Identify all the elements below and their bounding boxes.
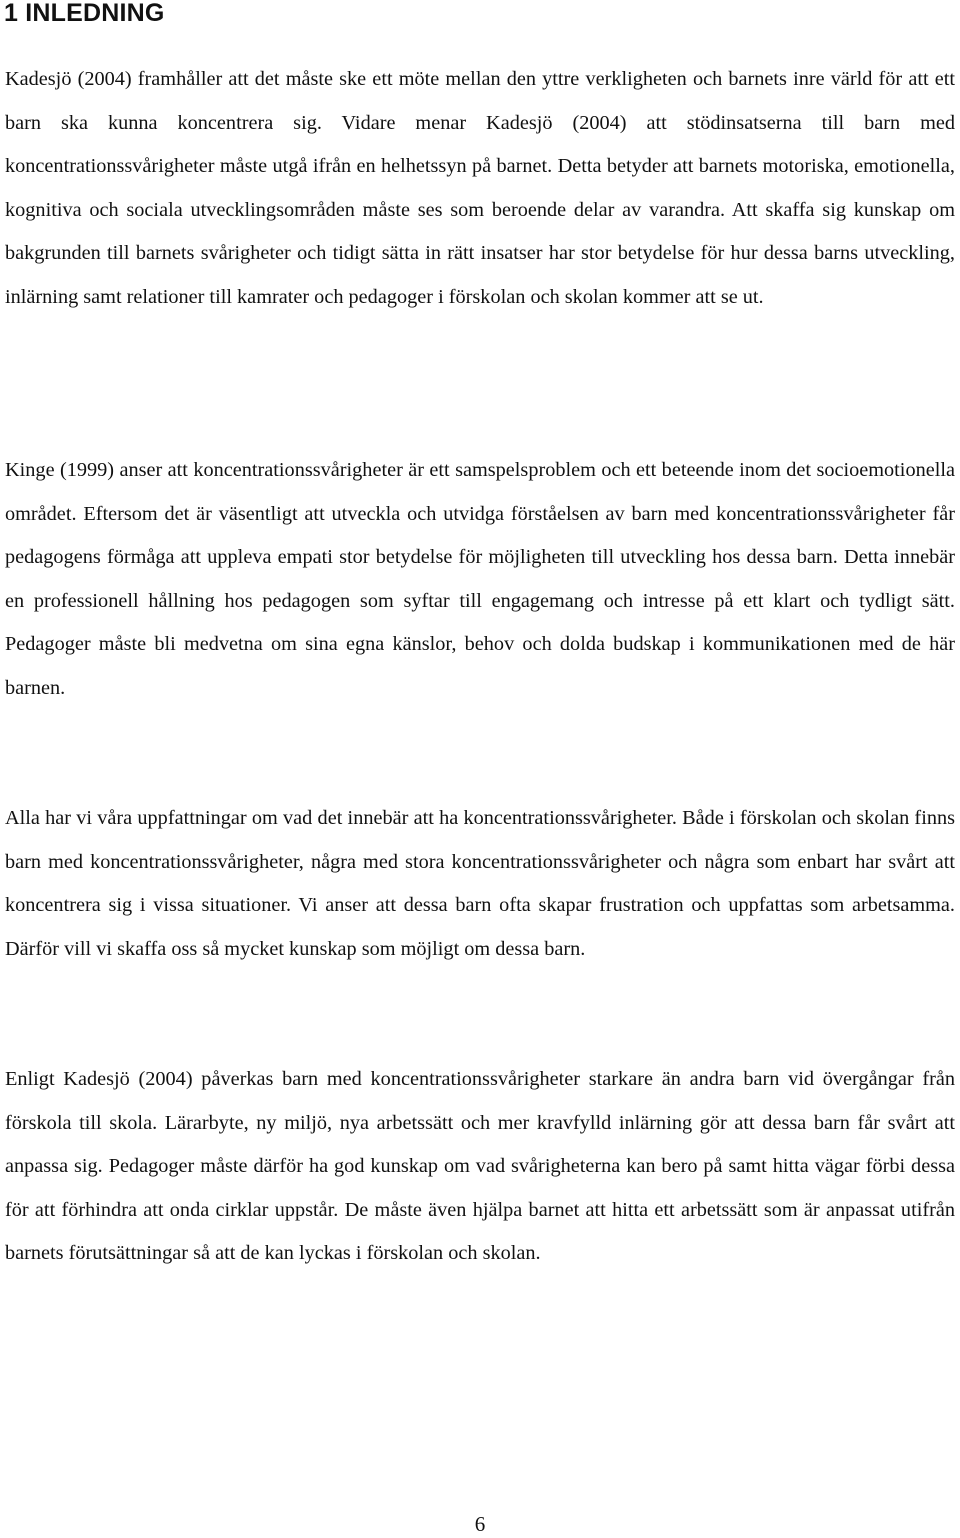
paragraph-4: Enligt Kadesjö (2004) påverkas barn med koncentrationssvårigheter starkare än andra barn vid övergångar från förskola till skola. Lärarbyte, ny miljö, nya arbetssätt och mer kravfylld inlärning gör att dessa barn får svårt att anpassa sig. Pedagoger måste därför ha god kunskap om vad svårigheterna kan bero på samt hitta vägar förbi dessa för att förhindra att onda cirklar uppstår. De måste även hjälpa barnet att hitta ett arbetssätt som är anpassat utifrån barnets förutsättningar så att de kan lyckas i förskolan och skolan. <box>5 1068 955 1265</box>
section-heading: 1 INLEDNING <box>4 0 165 27</box>
paragraph-2: Kinge (1999) anser att koncentrationssvårigheter är ett samspelsproblem och ett beteende inom det socioemotionella området. Eftersom det är väsentligt att utveckla och utvidga förståelsen av barn med koncentrationssvårigheter får pedagogens förmåga att uppleva empati stor betydelse för möjligheten till utveckling hos dessa barn. Detta innebär en professionell hållning hos pedagogen som syftar till engagemang och intresse på ett klart och tydligt sätt. Pedagoger måste bli medvetna om sina egna känslor, behov och dolda budskap i kommunikationen med de här barnen. <box>5 459 955 699</box>
paragraph-1: Kadesjö (2004) framhåller att det måste ske ett möte mellan den yttre verkligheten och barnets inre värld för att ett barn ska kunna koncentrera sig. Vidare menar Kadesjö (2004) att stödinsatserna till barn med koncentrationssvårigheter måste utgå ifrån en helhetssyn på barnet. Detta betyder att barnets motoriska, emotionella, kognitiva och sociala utvecklingsområden måste ses som beroende delar av varandra. Att skaffa sig kunskap om bakgrunden till barnets svårigheter och tidigt sätta in rätt insatser har stor betydelse för hur dessa barns utveckling, inlärning samt relationer till kamrater och pedagoger i förskolan och skolan kommer att se ut. <box>5 68 955 308</box>
paragraph-3: Alla har vi våra uppfattningar om vad det innebär att ha koncentrationssvårigheter. Både i förskolan och skolan finns barn med koncentrationssvårigheter, några med stora koncentrationssvårigheter och några som enbart har svårt att koncentrera sig i vissa situationer. Vi anser att dessa barn ofta skapar frustration och uppfattas som arbetsamma. Därför vill vi skaffa oss så mycket kunskap som möjligt om dessa barn. <box>5 807 955 960</box>
page-number: 6 <box>474 1512 486 1536</box>
